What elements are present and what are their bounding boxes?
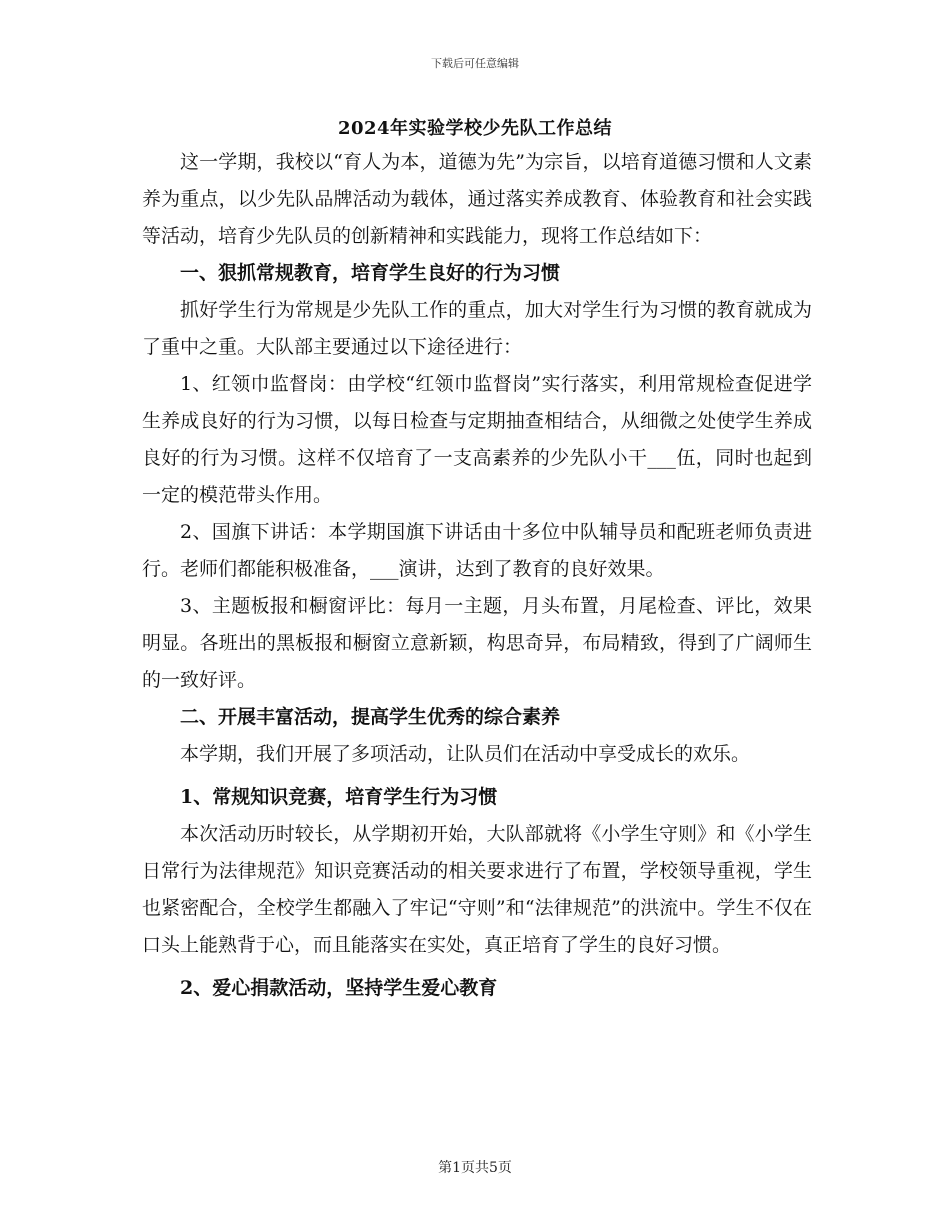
document-title: 2024年实验学校少先队工作总结	[337, 118, 613, 139]
subsection-1-paragraph: 本次活动历时较长，从学期初开始，大队部就将《小学生守则》和《小学生日常行为法律规范》知识竞赛活动的相关要求进行了布置，学校领导重视，学生也紧密配合，全校学生都融入了牢记“守则”和“法律规范”的洪流中。学生不仅在口头上能熟背于心，而且能落实在实处，真正培育了学生的良好习惯。	[142, 823, 812, 956]
intro-paragraph: 这一学期，我校以“育人为本，道德为先”为宗旨，以培育道德习惯和人文素养为重点，以少先队品牌活动为载体，通过落实养成教育、体验教育和社会实践等活动，培育少先队员的创新精神和实践能力，现将工作总结如下：	[142, 151, 812, 247]
document-body	[142, 144, 812, 1007]
section-1-item-2: 2、国旗下讲话：本学期国旗下讲话由十多位中队辅导员和配班老师负责进行。老师们都能积极准备，___演讲，达到了教育的良好效果。	[142, 521, 812, 580]
section-1-paragraph: 抓好学生行为常规是少先队工作的重点，加大对学生行为习惯的教育就成为了重中之重。大队部主要通过以下途径进行：	[142, 299, 812, 358]
subsection-heading-2: 2、爱心捐款活动，坚持学生爱心教育	[180, 977, 498, 999]
header-note: 下载后可任意编辑	[431, 57, 519, 70]
subsection-heading-1: 1、常规知识竞赛，培育学生行为习惯	[180, 786, 498, 808]
section-1-item-3: 3、主题板报和橱窗评比：每月一主题，月头布置，月尾检查、评比，效果明显。各班出的黑板报和橱窗立意新颖，构思奇异，布局精致，得到了广阔师生的一致好评。	[142, 595, 812, 691]
section-2-paragraph: 本学期，我们开展了多项活动，让队员们在活动中享受成长的欢乐。	[180, 743, 751, 765]
section-heading-2: 二、开展丰富活动，提高学生优秀的综合素养	[180, 706, 561, 728]
section-1-item-1: 1、红领巾监督岗：由学校“红领巾监督岗”实行落实，利用常规检查促进学生养成良好的行为习惯，以每日检查与定期抽查相结合，从细微之处使学生养成良好的行为习惯。这样不仅培育了一支高素养的少先队小干___伍，同时也起到一定的模范带头作用。	[142, 373, 812, 506]
page-number: 第1页共5页	[438, 1160, 512, 1176]
section-heading-1: 一、狠抓常规教育，培育学生良好的行为习惯	[180, 262, 561, 284]
